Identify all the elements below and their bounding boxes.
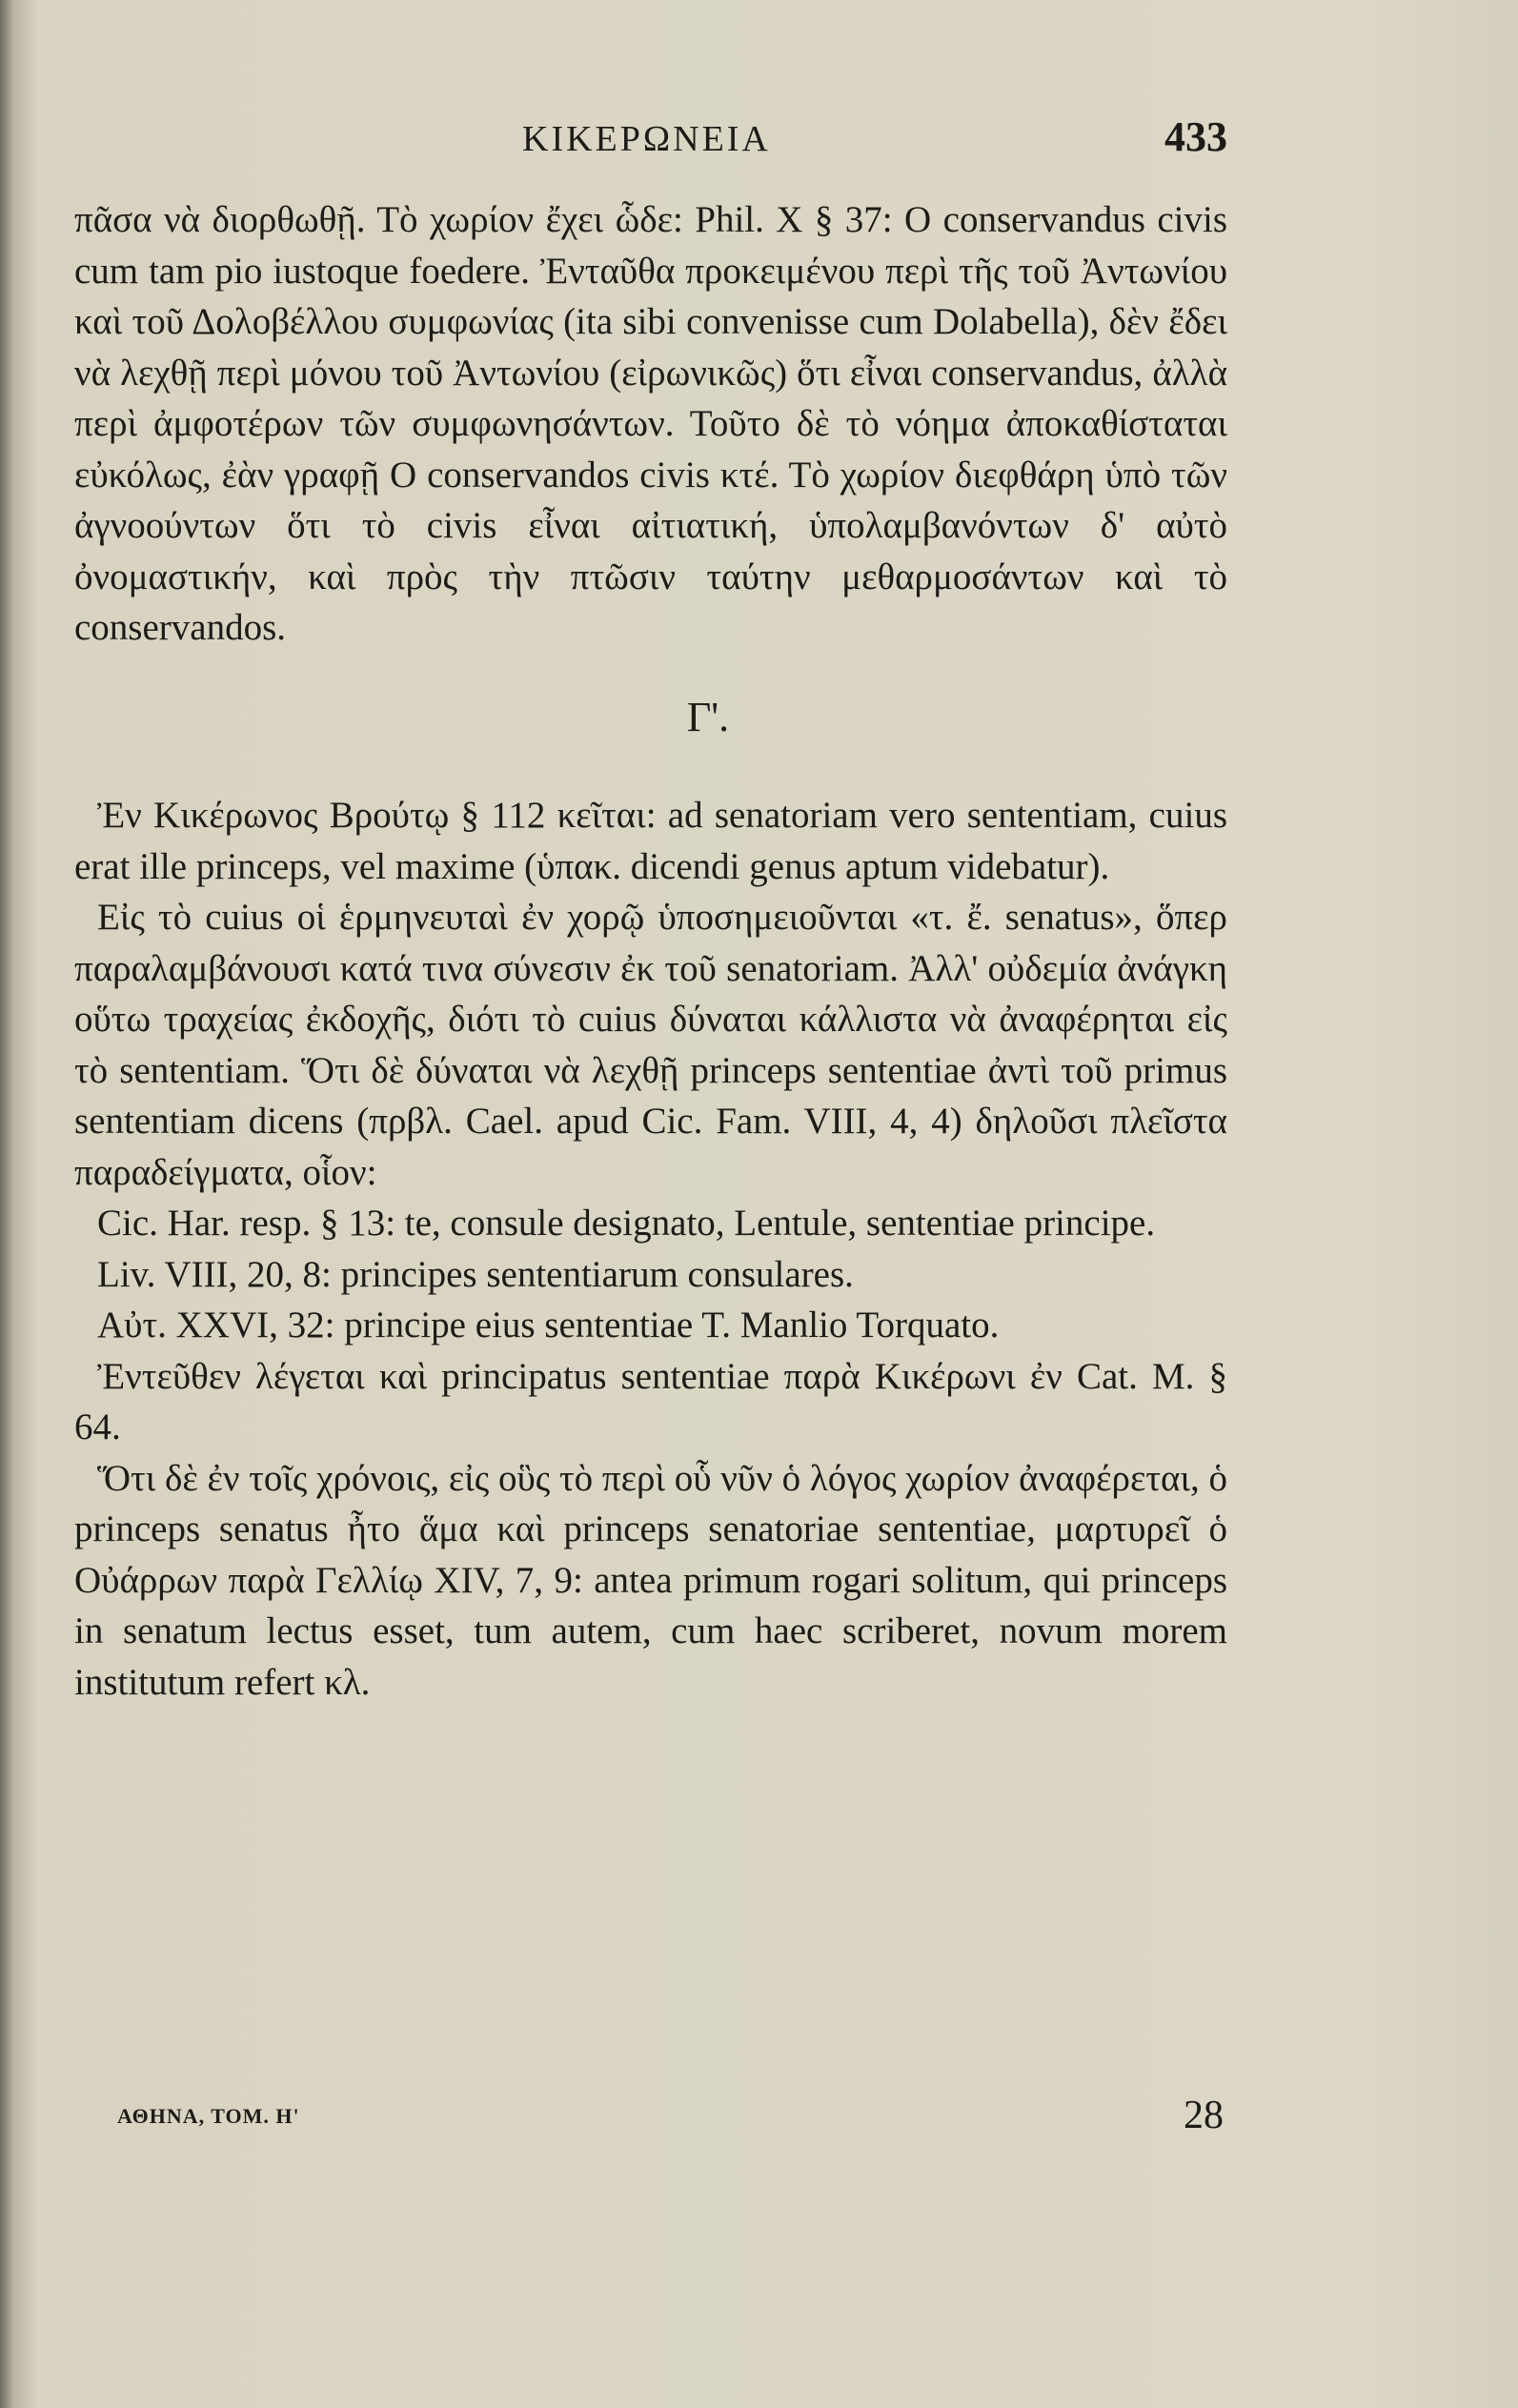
paragraph-3: Εἰς τὸ cuius οἱ ἑρμηνευταὶ ἐν χορῷ ὑποσημειοῦνται «τ. ἔ. senatus», ὅπερ παραλαμβάνουσι κατά τινα σύνεσιν ἐκ τοῦ senatoriam. Ἀλλ' οὐδεμία ἀνάγκη οὕτω τραχείας ἐκδοχῆς, διότι τὸ cuius δύναται κάλλιστα νὰ ἀναφέρηται εἰς τὸ sententiam. Ὅτι δὲ δύναται νὰ λεχθῇ princeps sententiae ἀντὶ τοῦ primus sententiam dicens (πρβλ. Cael. apud Cic. Fam. VIII, 4, 4) δηλοῦσι πλεῖστα παραδείγματα, οἷον: bbox=[74, 897, 1227, 1193]
page-header bbox=[74, 113, 1227, 175]
printer-signature: ΑΘΗΝΑ, ΤΟΜ. Η' bbox=[117, 2104, 300, 2128]
citation-1: Cic. Har. resp. § 13: te, consule designato, Lentule, sententiae principe. bbox=[97, 1203, 1156, 1244]
signature-number: 28 bbox=[1184, 2094, 1224, 2137]
running-head: ΚΙΚΕΡΩΝΕΙΑ bbox=[522, 119, 771, 159]
page-body bbox=[74, 194, 1227, 1708]
citation-2: Liv. VIII, 20, 8: principes sententiarum consulares. bbox=[97, 1253, 854, 1295]
citation-3: Αὐτ. XXVI, 32: principe eius sententiae T. Manlio Torquato. bbox=[97, 1305, 1000, 1346]
paragraph-1: πᾶσα νὰ διορθωθῇ. Τὸ χωρίον ἔχει ὧδε: Phil. X § 37: O conservandus civis cum tam pio iustoque foedere. Ἐνταῦθα προκειμένου περὶ τῆς τοῦ Ἀντωνίου καὶ τοῦ Δολοβέλλου συμφωνίας (ita sibi convenisse cum Dolabella), δὲν ἔδει νὰ λεχθῇ περὶ μόνου τοῦ Ἀντωνίου (εἰρωνικῶς) ὅτι εἶναι conservandus, ἀλλὰ περὶ ἀμφοτέρων τῶν συμφωνησάντων. Τοῦτο δὲ τὸ νόημα ἀποκαθίσταται εὐκόλως, ἐὰν γραφῇ O conservandos civis κτέ. Τὸ χωρίον διεφθάρη ὑπὸ τῶν ἀγνοούντων ὅτι τὸ civis εἶναι αἰτιατική, ὑπολαμβανόντων δ' αὐτὸ ὀνομαστικήν, καὶ πρὸς τὴν πτῶσιν ταύτην μεθαρμοσάντων καὶ τὸ conservandos. bbox=[74, 199, 1227, 648]
section-marker: Γ'. bbox=[686, 693, 730, 740]
paragraph-4: Ἐντεῦθεν λέγεται καὶ principatus sententiae παρὰ Κικέρωνι ἐν Cat. M. § 64. bbox=[74, 1355, 1227, 1447]
page-number: 433 bbox=[1164, 113, 1227, 160]
page-footer bbox=[74, 2093, 1227, 2150]
paragraph-2: Ἐν Κικέρωνος Βρούτῳ § 112 κεῖται: ad senatoriam vero sententiam, cuius erat ille princeps, vel maxime (ὑπακ. dicendi genus aptum videbatur). bbox=[74, 795, 1227, 887]
paragraph-5: Ὅτι δὲ ἐν τοῖς χρόνοις, εἰς οὓς τὸ περὶ οὗ νῦν ὁ λόγος χωρίον ἀναφέρεται, ὁ princeps senatus ἦτο ἅμα καὶ princeps senatoriae sententiae, μαρτυρεῖ ὁ Οὐάρρων παρὰ Γελλίῳ XIV, 7, 9: antea primum rogari solitum, qui princeps in senatum lectus esset, tum autem, cum haec scriberet, novum morem institutum refert κλ. bbox=[74, 1457, 1227, 1703]
